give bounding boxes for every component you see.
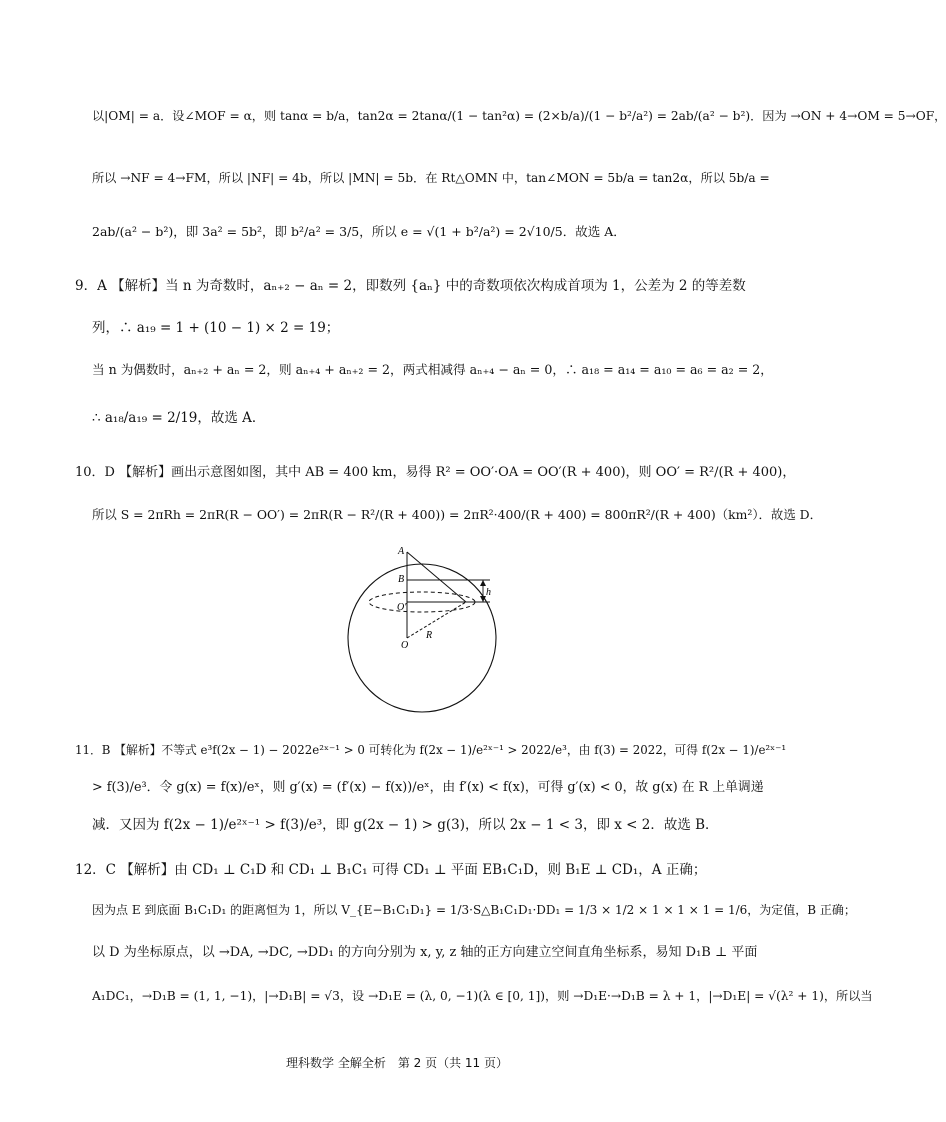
sphere-outline xyxy=(348,564,496,712)
sphere-diagram xyxy=(340,540,500,710)
text-line: 列，∴ a₁₉ = 1 + (10 − 1) × 2 = 19； xyxy=(92,320,340,336)
text-line: 10．D 【解析】画出示意图如图，其中 AB = 400 km，易得 R² = OO′·OA = OO′(R + 400)，则 OO′ = R²/(R + 400)， xyxy=(75,465,796,480)
label-a: A xyxy=(398,546,405,557)
radius-line xyxy=(407,602,466,638)
page-footer: 理科数学 全解全析 第 2 页（共 11 页） xyxy=(286,1056,508,1070)
text-line: A₁DC₁，→D₁B = (1, 1, −1)，|→D₁B| = √3，设 →D₁E = (λ, 0, −1)(λ ∈ [0, 1])，则 →D₁E·→D₁B = λ + 1，|→D₁E| = √(λ² + 1)，所以当 xyxy=(92,989,873,1003)
text-line: 因为点 E 到底面 B₁C₁D₁ 的距离恒为 1，所以 V_{E−B₁C₁D₁} = 1/3·S△B₁C₁D₁·DD₁ = 1/3 × 1/2 × 1 × 1 × 1 = 1/6，为定值，B 正确； xyxy=(92,903,856,917)
text-line: 2ab/(a² − b²)，即 3a² = 5b²，即 b²/a² = 3/5，所以 e = √(1 + b²/a²) = 2√10/5．故选 A． xyxy=(92,224,626,239)
label-o: O xyxy=(401,640,409,651)
text-line: 所以 →NF = 4→FM，所以 |NF| = 4b，所以 |MN| = 5b．在 Rt△OMN 中，tan∠MON = 5b/a = tan2α，所以 5b/a = xyxy=(92,171,770,185)
text-line: > f(3)/e³．令 g(x) = f(x)/eˣ，则 g′(x) = (f′(x) − f(x))/eˣ，由 f′(x) < f(x)，可得 g′(x) < 0，故 g(x) 在 R 上单调递 xyxy=(92,780,764,795)
h-arrow-up xyxy=(480,580,486,586)
tangent-line xyxy=(407,552,466,602)
text-line: 减．又因为 f(2x − 1)/e²ˣ⁻¹ > f(3)/e³，即 g(2x − 1) > g(3)，所以 2x − 1 < 3，即 x < 2．故选 B． xyxy=(92,817,719,833)
text-line: 以|OM| = a．设∠MOF = α，则 tanα = b/a，tan2α = 2tanα/(1 − tan²α) = (2×b/a)/(1 − b²/a²) = 2ab/(a² − b²)．因为 →ON + 4→OM = 5→OF， xyxy=(92,109,946,123)
text-line: 以 D 为坐标原点，以 →DA, →DC, →DD₁ 的方向分别为 x, y, z 轴的正方向建立空间直角坐标系，易知 D₁B ⊥ 平面 xyxy=(92,945,758,960)
label-b: B xyxy=(398,574,405,585)
sphere-diagram-svg xyxy=(340,540,500,710)
text-line: 9．A 【解析】当 n 为奇数时，aₙ₊₂ − aₙ = 2，即数列 {aₙ} 中的奇数项依次构成首项为 1，公差为 2 的等差数 xyxy=(75,278,746,294)
text-line: 当 n 为偶数时，aₙ₊₂ + aₙ = 2，则 aₙ₊₄ + aₙ₊₂ = 2，两式相减得 aₙ₊₄ − aₙ = 0，∴ a₁₈ = a₁₄ = a₁₀ = a₆ = a₂ = 2， xyxy=(92,362,773,377)
label-r: R xyxy=(426,630,433,641)
label-h: h xyxy=(486,587,491,598)
text-line: 12．C 【解析】由 CD₁ ⊥ C₁D 和 CD₁ ⊥ B₁C₁ 可得 CD₁ ⊥ 平面 EB₁C₁D，则 B₁E ⊥ CD₁，A 正确； xyxy=(75,862,707,878)
text-line: ∴ a₁₈/a₁₉ = 2/19，故选 A． xyxy=(92,410,266,426)
text-line: 11．B 【解析】不等式 e³f(2x − 1) − 2022e²ˣ⁻¹ > 0 可转化为 f(2x − 1)/e²ˣ⁻¹ > 2022/e³，由 f(3) = 2022，可得 f(2x − 1)/e²ˣ⁻¹ xyxy=(75,743,787,757)
text-line: 所以 S = 2πRh = 2πR(R − OO′) = 2πR(R − R²/(R + 400)) = 2πR²·400/(R + 400) = 800πR²/(R + 400)（km²）．故选 D． xyxy=(92,507,822,522)
label-o-prime: O′ xyxy=(397,602,407,613)
